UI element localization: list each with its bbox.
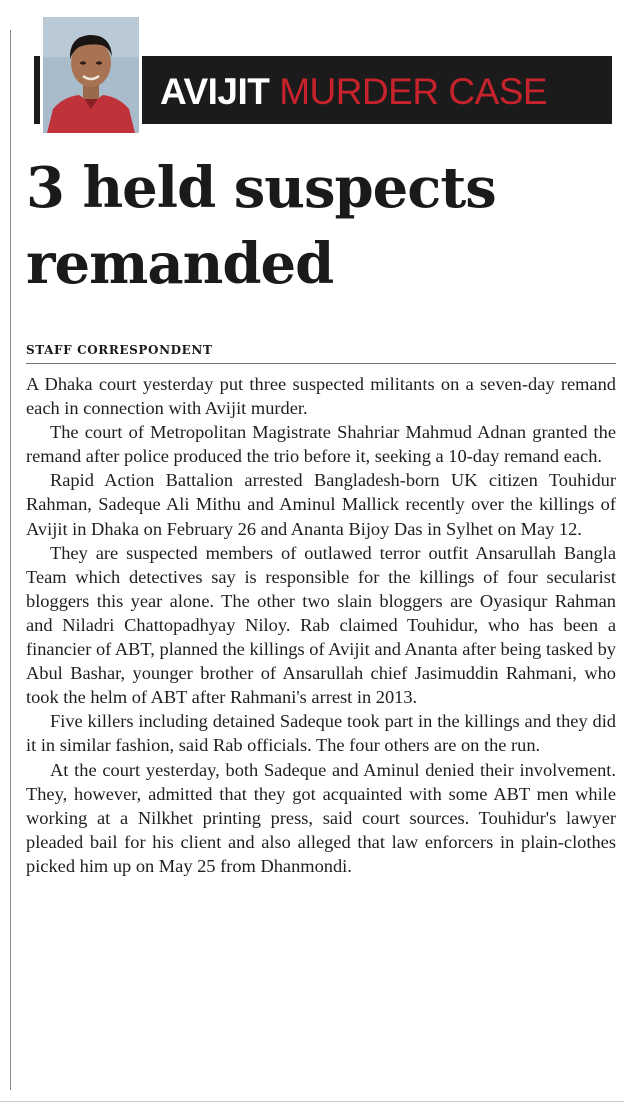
article-paragraph: Rapid Action Battalion arrested Bangladesh-born UK citizen Touhidur Rahman, Sadeque Ali Mithu and Aminul Mallick recently over the killings of Avijit in Dhaka on February 26 and Ananta Bijoy Das in Sylhet on May 12. (26, 470, 616, 539)
headline: 3 held suspects remanded (26, 155, 496, 297)
byline-divider (26, 363, 616, 364)
column-rule (10, 30, 11, 1090)
article-paragraph: A Dhaka court yesterday put three suspected militants on a seven-day remand each in connection with Avijit murder. (26, 374, 616, 419)
kicker-label (160, 68, 547, 116)
article-paragraph: At the court yesterday, both Sadeque and Aminul denied their involvement. They, however, admitted that they got acquainted with some ABT men while working at a Nilkhet printing press, said court sources. Touhidur's lawyer pleaded bail for his client and also alleged that law enforcers in plain-clothes picked him up on May 25 from Dhanmondi. (26, 759, 616, 876)
avijit-portrait-photo (40, 14, 142, 136)
article-paragraph: Five killers including detained Sadeque took part in the killings and they did it in similar fashion, said Rab officials. The four others are on the run. (26, 711, 616, 756)
kicker-name: AVIJIT (160, 71, 270, 112)
kicker-case: MURDER CASE (279, 71, 548, 112)
portrait-icon (43, 17, 139, 133)
article-paragraph: The court of Metropolitan Magistrate Shahriar Mahmud Adnan granted the remand after police produced the trio before it, seeking a 10-day remand each. (26, 422, 616, 467)
article-body (26, 372, 616, 878)
byline: STAFF CORRESPONDENT (26, 343, 213, 357)
bottom-divider (0, 1101, 624, 1102)
article-paragraph: They are suspected members of outlawed terror outfit Ansarullah Bangla Team which detectives say is responsible for the killings of four secularist bloggers this year alone. The other two slain bloggers are Oyasiqur Rahman and Niladri Chattopadhyay Niloy. Rab claimed Touhidur, who has been a financier of ABT, planned the killings of Avijit and Ananta after being tasked by Abul Bashar, younger brother of Ansarullah chief Jasimuddin Rahmani, who took the helm of ABT after Rahmani's arrest in 2013. (26, 542, 616, 708)
